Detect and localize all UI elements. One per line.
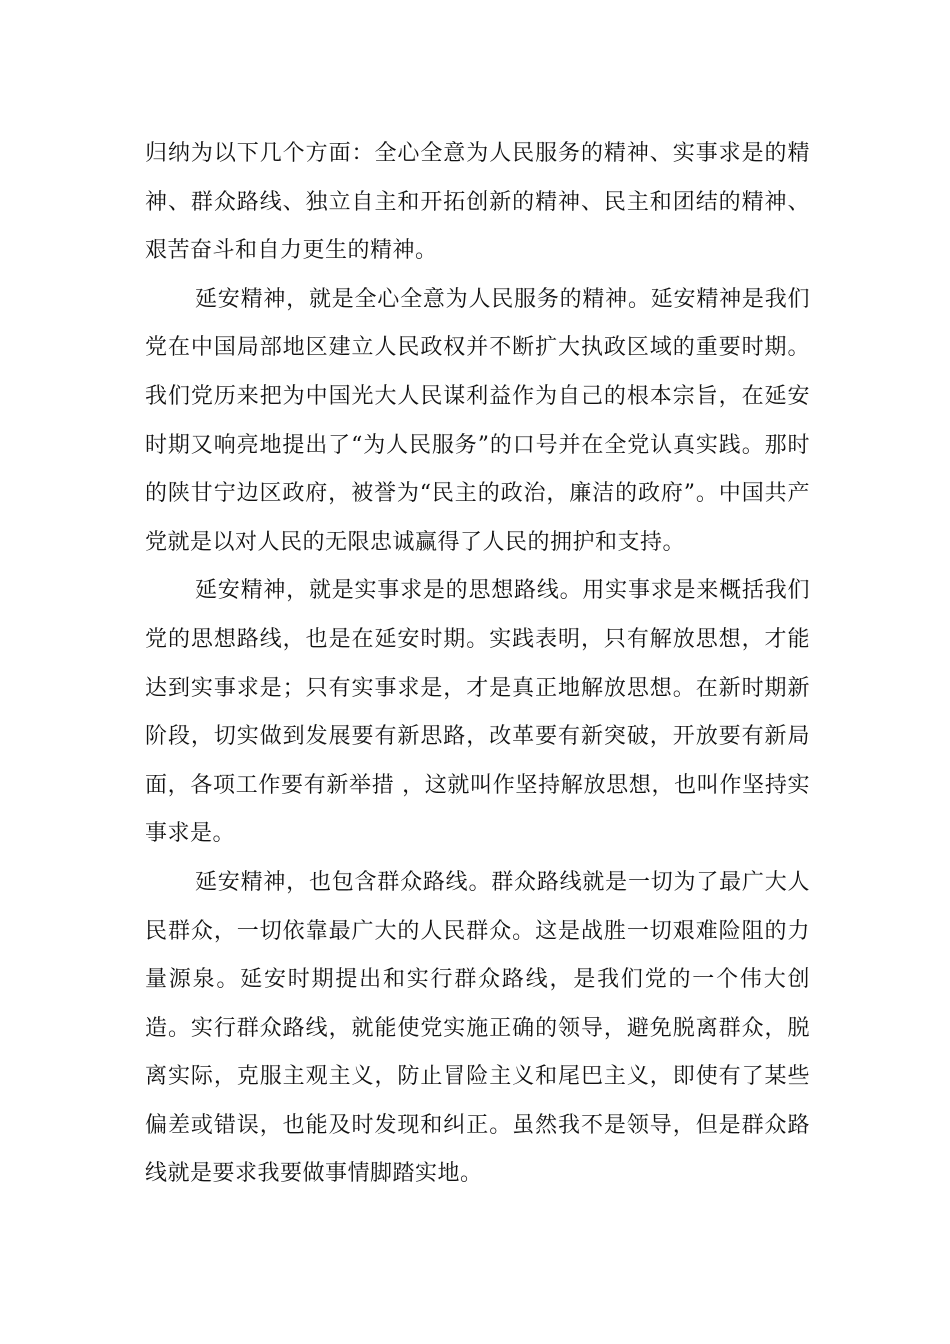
paragraph-seek-truth-from-facts: 延安精神，就是实事求是的思想路线。用实事求是来概括我们党的思想路线，也是在延安时期。实践表明，只有解放思想，才能达到实事求是；只有实事求是，才是真正地解放思想。在新时期新阶段，切实做到发展要有新思路，改革要有新突破，开放要有新局面，各项工作要有新举措 ，这就叫作坚持解放思想，也叫作坚持实事求是。 [145,578,810,847]
paragraph-serve-the-people: 延安精神，就是全心全意为人民服务的精神。延安精神是我们党在中国局部地区建立人民政权并不断扩大执政区域的重要时期。我们党历来把为中国光大人民谋利益作为自己的根本宗旨，在延安时期又响亮地提出了“为人民服务”的口号并在全党认真实践。那时的陕甘宁边区政府，被誉为“民主的政治，廉洁的政府”。中国共产党就是以对人民的无限忠诚赢得了人民的拥护和支持。 [145,286,810,555]
document-body [145,130,810,1199]
paragraph-mass-line: 延安精神，也包含群众路线。群众路线就是一切为了最广大人民群众，一切依靠最广大的人民群众。这是战胜一切艰难险阻的力量源泉。延安时期提出和实行群众路线，是我们党的一个伟大创造。实行群众路线，就能使党实施正确的领导，避免脱离群众，脱离实际，克服主观主义，防止冒险主义和尾巴主义，即使有了某些偏差或错误，也能及时发现和纠正。虽然我不是领导，但是群众路线就是要求我要做事情脚踏实地。 [145,869,810,1187]
paragraph-continuation: 归纳为以下几个方面：全心全意为人民服务的精神、实事求是的精神、群众路线、独立自主和开拓创新的精神、民主和团结的精神、艰苦奋斗和自力更生的精神。 [145,141,810,264]
